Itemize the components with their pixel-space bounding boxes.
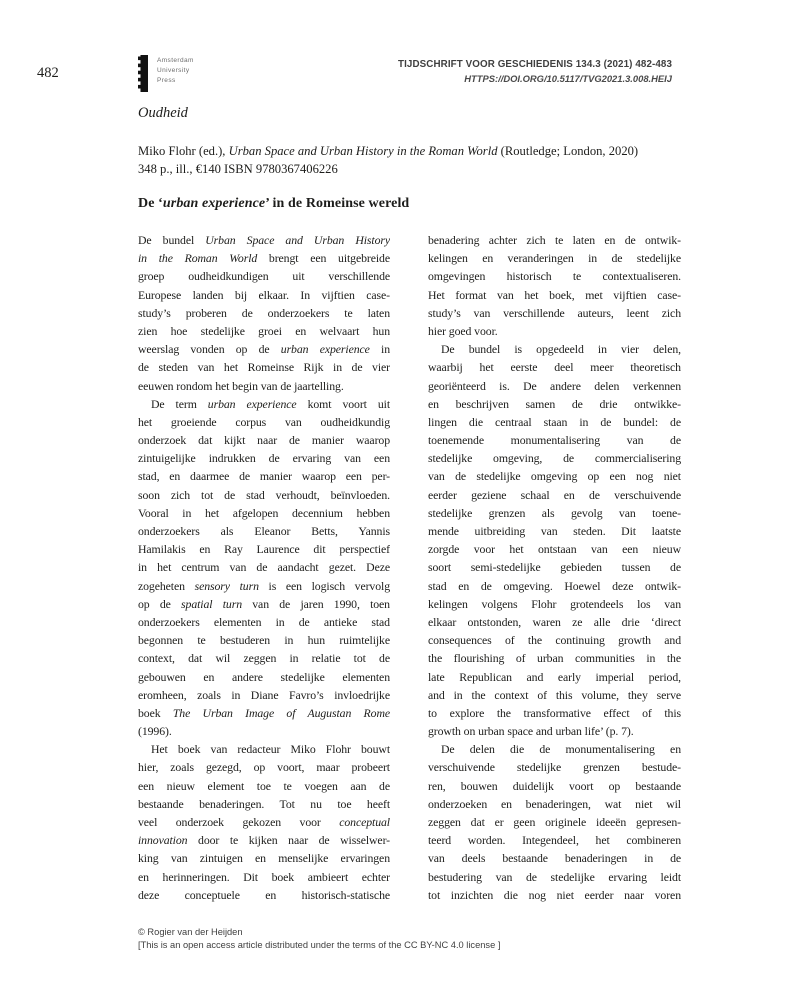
text: (1996).	[138, 724, 172, 739]
text: kelingen en veranderingen in de stedelijke	[428, 251, 681, 266]
text: van de stedelijke omgeving op een nog niet	[428, 469, 681, 484]
text: Miko Flohr (ed.),	[138, 144, 229, 158]
text: en herinneringen. Dit boek ambieert echter	[138, 869, 390, 884]
text: teerd worden. Integendeel, het combineren	[428, 833, 681, 848]
text: study’s proberen de onderzoekers te laten	[138, 305, 390, 320]
text-line	[138, 577, 390, 595]
text: Europese landen bij elkaar. In vijftien case-	[138, 287, 390, 302]
text: omgevingen historisch te contextualiseren.	[428, 269, 681, 284]
italic-text: conceptual	[339, 815, 390, 829]
text-line	[428, 813, 681, 831]
text: stad, en daarmee de manier waarop een per-	[138, 469, 390, 484]
text-line	[428, 704, 681, 722]
text: De bundel is opgedeeld in vier delen,	[441, 342, 681, 357]
text: context, dat wil zeggen in relatie tot de	[138, 651, 390, 666]
publisher-name-line: Amsterdam	[157, 57, 194, 64]
text: lingen die centraal staan in de bundel: de	[428, 414, 681, 429]
text: onderzoek dat kijkt naar de manier waarop	[138, 433, 390, 448]
text-line	[428, 831, 681, 849]
text: eerder geziene schaal en de verschuivende	[428, 487, 681, 502]
text: De bundel	[138, 233, 206, 247]
text: is een logisch vervolg	[258, 578, 390, 593]
text: in	[369, 342, 390, 357]
italic-text: Urban Space and Urban History in the Roman World	[228, 144, 498, 158]
text-line	[138, 722, 390, 740]
text-column-left	[138, 231, 390, 904]
text: stedelijke grenzen als gevolg van toene-	[428, 505, 681, 520]
footer	[138, 926, 500, 952]
italic-text: urban experience	[162, 196, 266, 211]
text-line	[428, 413, 681, 431]
italic-text: Urban Space and Urban History	[205, 233, 390, 247]
text-line	[138, 758, 390, 776]
text: De ‘	[138, 196, 163, 211]
text: verschuivende stedelijke grenzen bestude-	[428, 760, 681, 775]
text: onderzoeken en benaderingen, wat niet wil	[428, 796, 681, 811]
text: stedelijke omgeving, de commercialisering	[428, 451, 681, 466]
text: zintuigelijke indrukken de ervaring van een	[138, 451, 390, 466]
text-line	[138, 395, 390, 413]
italic-text: sensory turn	[194, 578, 259, 593]
text-line	[138, 795, 390, 813]
text: zien hoe stedelijke groei en welvaart hun	[138, 323, 390, 338]
text-line	[138, 249, 390, 267]
text-line	[138, 322, 390, 340]
text-line	[138, 868, 390, 886]
text-line	[138, 231, 390, 249]
text-line	[428, 486, 681, 504]
text: op de	[138, 596, 182, 611]
text: eromheen, zoals in Diane Favro’s invloedrijke	[138, 687, 390, 702]
text-line	[138, 558, 390, 576]
text: in het centrum van de aandacht gezet. Deze	[138, 560, 390, 575]
text: georiënteerd is. De andere delen verkennen	[428, 378, 681, 393]
text-line	[138, 831, 390, 849]
text-line	[138, 504, 390, 522]
italic-text: The Urban Image of Augustan Rome	[172, 705, 390, 720]
publisher-name-line: University	[157, 67, 190, 74]
text-line	[138, 777, 390, 795]
italic-text: innovation	[138, 833, 188, 848]
license-line: [This is an open access article distributed under the terms of the CC BY-NC 4.0 license ]	[138, 940, 501, 950]
text: bestaande benaderingen. Tot nu toe heeft	[138, 796, 390, 811]
text: groep oudheidkundigen uit verschillende	[138, 269, 390, 284]
citation	[138, 143, 638, 178]
text: zeggen dat er geen originele ideeën gepresen-	[428, 815, 681, 829]
text: 348 p., ill., €140 ISBN 9780367406226	[138, 161, 338, 176]
citation-line	[138, 161, 638, 179]
text: gebouwen en andere stedelijke elementen	[138, 669, 390, 684]
text: king van zintuigen en menselijke ervaringen	[138, 851, 390, 866]
text: stad en de omgeving. Hoewel deze ontwik-	[428, 578, 681, 593]
text-line	[428, 395, 681, 413]
text: De term	[151, 396, 208, 411]
text: soort semi-stedelijke gebieden tussen de	[428, 560, 681, 575]
text: boek	[138, 705, 173, 720]
italic-text: spatial turn	[181, 596, 242, 611]
text: and in the context of this volume, they serve	[428, 687, 681, 702]
text-line	[428, 849, 681, 867]
text-line	[138, 413, 390, 431]
text: Hamilakis en Ray Laurence dit perspectief	[138, 542, 390, 557]
text-line	[428, 668, 681, 686]
text: study’s van verschillende auteurs, leent zich	[428, 305, 681, 320]
text: van deels bestaande benaderingen in de	[428, 851, 681, 866]
text-line	[138, 886, 390, 904]
text: de steden van het Romeinse Rijk in de vier	[138, 360, 390, 375]
text-line	[138, 813, 390, 831]
text-line	[138, 340, 390, 358]
italic-text: urban experience	[207, 396, 297, 411]
text-line	[428, 795, 681, 813]
text: to explore the transformative effect of this	[428, 705, 681, 720]
text-line	[428, 249, 681, 267]
text: kelingen volgens Flohr grotendeels los van	[428, 596, 681, 611]
text: een nieuw element toe te voegen aan de	[138, 778, 390, 793]
text-line	[138, 649, 390, 667]
text-line	[138, 431, 390, 449]
text-column-right	[428, 231, 681, 904]
review-title	[138, 196, 409, 212]
page-number: 482	[37, 65, 59, 81]
section-label: Oudheid	[138, 105, 188, 121]
text: Het format van het boek, met vijftien case-	[428, 287, 681, 302]
text-line	[428, 577, 681, 595]
text-line	[138, 522, 390, 540]
text-line	[428, 740, 681, 758]
text-line	[138, 595, 390, 613]
text-line	[138, 286, 390, 304]
text-line	[428, 267, 681, 285]
text-line	[428, 340, 681, 358]
text-line	[138, 540, 390, 558]
text-line	[138, 631, 390, 649]
citation-line	[138, 143, 638, 161]
text-line	[428, 886, 681, 904]
text-line	[428, 649, 681, 667]
text-line	[138, 358, 390, 376]
text-line	[138, 849, 390, 867]
text-line	[428, 322, 681, 340]
text-line	[428, 613, 681, 631]
text: van de jaren 1990, toen	[242, 596, 390, 611]
text-line	[138, 486, 390, 504]
text: bestudering van de stedelijke ervaring leidt	[428, 869, 681, 884]
text-line	[428, 377, 681, 395]
text: eeuwen rondom het begin van de jaartelling.	[138, 378, 344, 393]
italic-text: in the Roman World	[138, 251, 258, 266]
text: mende uitbreiding van steden. Dit laatste	[428, 524, 681, 538]
text: komt voort uit	[296, 396, 390, 411]
text: hier, zoals gezegd, op voort, maar probeert	[138, 760, 390, 775]
text: consequences of the continuing growth and	[428, 633, 681, 648]
text: onderzoekers als Eleanor Betts, Yannis	[138, 524, 390, 538]
text-line	[428, 777, 681, 795]
text-line	[138, 613, 390, 631]
journal-header	[398, 59, 672, 84]
text: ’ in de Romeinse wereld	[265, 196, 410, 211]
text-line	[138, 668, 390, 686]
text: onderzoekers elementen in de antieke stad	[138, 614, 390, 629]
text: brengt een uitgebreide	[257, 251, 390, 266]
text: De delen die de monumentalisering en	[441, 742, 681, 757]
text-line	[428, 304, 681, 322]
text-line	[428, 231, 681, 249]
text: tot inzichten die nog niet eerder naar voren	[428, 887, 681, 902]
text: ren, bouwen duidelijk voort op bestaande	[428, 778, 681, 793]
publisher-logo	[138, 55, 194, 92]
doi-line: HTTPS://DOI.ORG/10.5117/TVG2021.3.008.HEIJ	[464, 73, 672, 84]
text: Het boek van redacteur Miko Flohr bouwt	[151, 742, 390, 757]
journal-issue-line: TIJDSCHRIFT VOOR GESCHIEDENIS 134.3 (2021) 482-483	[398, 59, 672, 70]
text-line	[138, 467, 390, 485]
text: zogeheten	[138, 578, 195, 593]
text-line	[138, 686, 390, 704]
text: het groeiende corpus van oudheidkundig	[138, 414, 390, 429]
text-line	[428, 358, 681, 376]
text-line	[428, 686, 681, 704]
text: (Routledge; London, 2020)	[497, 144, 639, 158]
text: waarbij het eerste deel meer theoretisch	[428, 360, 681, 375]
italic-text: urban experience	[280, 342, 370, 357]
text-line	[138, 304, 390, 322]
text-line	[138, 449, 390, 467]
text-line	[428, 467, 681, 485]
text-line	[428, 631, 681, 649]
text-line	[428, 540, 681, 558]
text-line	[428, 758, 681, 776]
text: Vooral in het afgelopen decennium hebben	[138, 505, 390, 520]
text-line	[428, 868, 681, 886]
text: door te kijken naar de wisselwer-	[187, 833, 390, 848]
text-line	[138, 377, 390, 395]
text: soon zich tot de stad verhoudt, beïnvloeden.	[138, 487, 390, 502]
body-text	[138, 231, 681, 904]
text-line	[428, 722, 681, 740]
text-line	[428, 504, 681, 522]
text-line	[428, 558, 681, 576]
text: late Republican and early imperial period,	[428, 669, 681, 684]
text-line	[428, 286, 681, 304]
text: begonnen te bestuderen in hun ruimtelijke	[138, 633, 390, 648]
text: en beschrijven samen de drie ontwikke-	[428, 396, 681, 411]
text-line	[138, 704, 390, 722]
text-line	[428, 522, 681, 540]
copyright-line: © Rogier van der Heijden	[138, 927, 243, 937]
text: the flourishing of urban communities in the	[428, 651, 681, 666]
text-line	[138, 267, 390, 285]
text: zorgde voor het ontstaan van een nieuw	[428, 542, 681, 557]
text: veel onderzoek gekozen voor	[138, 815, 340, 829]
text: toenemende monumentalisering van de	[428, 433, 681, 448]
publisher-name-line: Press	[157, 77, 176, 84]
text: hier goed voor.	[428, 323, 498, 338]
publisher-name	[157, 55, 194, 92]
text: growth on urban space and urban life’ (p. 7).	[428, 724, 634, 739]
text: weerslag vonden op de	[138, 342, 281, 357]
text-line	[138, 740, 390, 758]
text: benadering achter zich te laten en de ontwik-	[428, 233, 681, 247]
text: elkaar ontstonden, waren ze alle drie ‘direct	[428, 614, 681, 629]
text: deze conceptuele en historisch-statische	[138, 887, 390, 902]
text-line	[428, 431, 681, 449]
text-line	[428, 449, 681, 467]
text-line	[428, 595, 681, 613]
amsterdam-university-press-mark-icon	[138, 55, 148, 92]
